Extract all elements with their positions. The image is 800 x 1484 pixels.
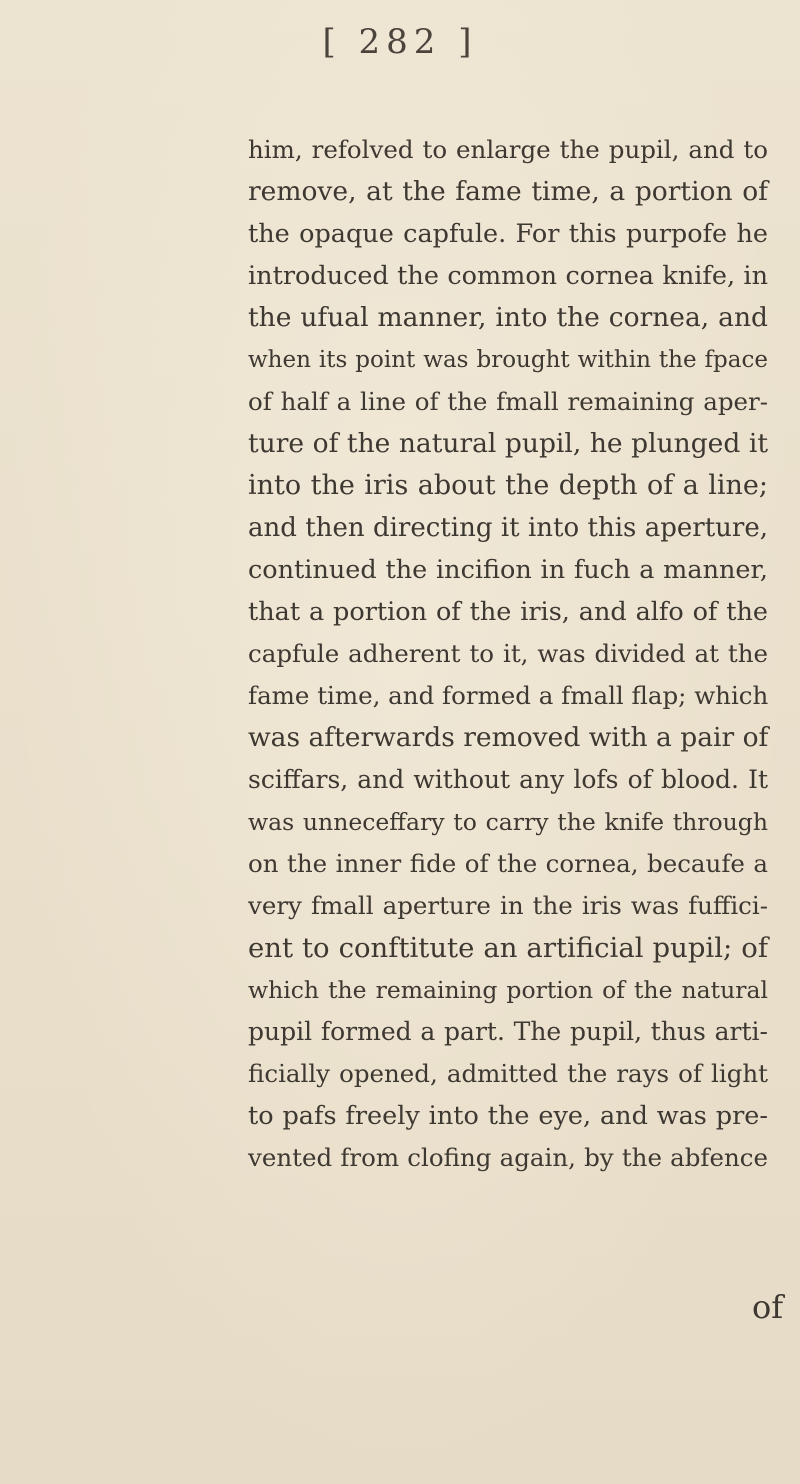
text-line: and then directing it into this aperture, (248, 513, 768, 543)
text-line: when its point was brought within the fpace (248, 347, 768, 373)
text-line: capfule adherent to it, was divided at the (248, 639, 768, 668)
text-line: into the iris about the depth of a line; (248, 470, 768, 501)
text-line: continued the incifion in fuch a manner, (248, 555, 768, 585)
text-line: remove, at the fame time, a portion of (248, 176, 768, 207)
text-line: that a portion of the iris, and alfo of the (248, 597, 768, 627)
text-line: ent to conftitute an artificial pupil; of (248, 932, 768, 964)
text-line: of half a line of the fmall remaining aper- (248, 387, 768, 416)
text-line: the opaque capfule. For this purpofe he (248, 219, 768, 249)
text-line: sciffars, and without any lofs of blood. It (248, 765, 768, 794)
text-line: ficially opened, admitted the rays of light (248, 1059, 768, 1088)
text-line: which the remaining portion of the natural (248, 976, 768, 1004)
text-line: was afterwards removed with a pair of (248, 722, 769, 753)
text-line: fame time, and formed a fmall flap; which (248, 681, 769, 710)
page-number: [ 282 ] (322, 22, 478, 62)
text-line: the ufual manner, into the cornea, and (248, 302, 768, 333)
text-line: on the inner fide of the cornea, becaufe a (248, 849, 768, 878)
text-line: introduced the common cornea knife, in (248, 261, 768, 291)
text-line: to pafs freely into the eye, and was pre- (248, 1101, 768, 1131)
text-line: ture of the natural pupil, he plunged it (248, 428, 768, 459)
text-line: vented from clofing again, by the abfence (248, 1143, 768, 1172)
text-line: pupil formed a part. The pupil, thus arti- (248, 1017, 768, 1046)
text-line: was unneceffary to carry the knife through (248, 808, 768, 836)
text-line: him, refolved to enlarge the pupil, and to (248, 135, 768, 164)
catchword: of (752, 1288, 784, 1326)
text-line: very fmall aperture in the iris was fuffici- (248, 891, 768, 920)
